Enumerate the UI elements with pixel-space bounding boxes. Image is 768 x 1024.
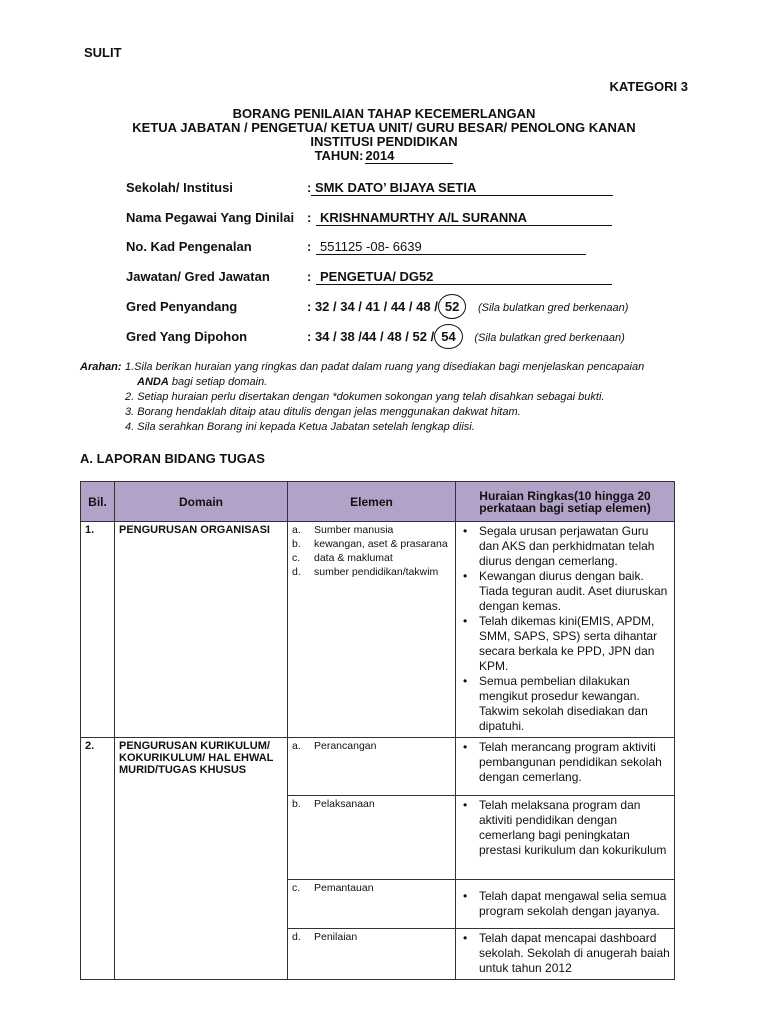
sulit-label: SULIT [84,45,122,60]
elemen-cell [288,738,456,796]
elemen-letter: a. [292,524,301,536]
elemen-letter: c. [292,882,301,894]
jawatan-value: PENGETUA/ DG52 [316,269,612,285]
laporan-table [80,481,675,980]
row-number: 2. [81,738,115,980]
jawatan-label: Jawatan/ Gred Jawatan [126,269,270,284]
instruction-3: 3. Borang hendaklah ditaip atau ditulis dengan jelas menggunakan dakwat hitam. [125,406,521,418]
elemen-text: data & maklumat [314,552,393,564]
elemen-cell [288,880,456,929]
tahun-label: TAHUN: [314,148,364,163]
elemen-item [292,798,451,810]
elemen-text: Perancangan [314,740,377,752]
elemen-item [292,538,451,550]
elemen-item [292,882,451,894]
elemen-text: kewangan, aset & prasarana [314,538,448,550]
huraian-cell [456,880,675,929]
huraian-item: • Telah dapat mencapai dashboard sekolah. Sekolah di anugerah baiah untuk tahun 2012 [460,931,670,976]
gred-dipohon-circled: 54 [434,324,462,349]
anda-text: ANDA [137,376,169,388]
colon: : [307,210,312,225]
elemen-text: Pemantauan [314,882,374,894]
tahun-value: 2014 [365,149,453,164]
elemen-cell [288,796,456,880]
header-elemen: Elemen [288,482,456,522]
instructions-lead: Arahan: [80,361,122,373]
elemen-item [292,524,451,536]
gred-penyandang-options: : 32 / 34 / 41 / 44 / 48 / 52 (Sila bulatkan gred berkenaan) [307,299,628,314]
kp-value: 551125 -08- 6639 [316,239,586,255]
elemen-item [292,931,451,943]
huraian-item: • Telah dikemas kini(EMIS, APDM, SMM, SAPS, SPS) serta dihantar secara berkala ke PPD, JPN dan KPM. [460,614,670,674]
table-row [81,522,675,738]
row-number: 1. [81,522,115,738]
title-line-2: KETUA JABATAN / PENGETUA/ KETUA UNIT/ GURU BESAR/ PENOLONG KANAN [132,120,636,135]
elemen-letter: c. [292,552,301,564]
huraian-cell [456,929,675,980]
gred-dipohon-options: : 34 / 38 /44 / 48 / 52 / 54 (Sila bulatkan gred berkenaan) [307,329,625,344]
title-line-1: BORANG PENILAIAN TAHAP KECEMERLANGAN [232,106,536,121]
elemen-text: sumber pendidikan/takwim [314,566,439,578]
huraian-cell [456,522,675,738]
gred-note: (Sila bulatkan gred berkenaan) [474,332,625,344]
huraian-item: • Kewangan diurus dengan baik. Tiada teguran audit. Aset diuruskan dengan kemas. [460,569,670,614]
huraian-cell [456,738,675,796]
huraian-item: • Segala urusan perjawatan Guru dan AKS dan perkhidmatan telah diurus dengan cemerlang. [460,524,670,569]
elemen-text: Penilaian [314,931,358,943]
elemen-letter: a. [292,740,301,752]
kategori-label: KATEGORI 3 [609,79,688,94]
instruction-1-rest: bagi setiap domain. [171,376,268,388]
huraian-item: • Telah dapat mengawal selia semua program sekolah dengan jayanya. [460,889,670,919]
gred-dipohon-label: Gred Yang Dipohon [126,329,248,344]
gred-penyandang-circled: 52 [438,294,466,319]
gred-dipohon-list: : 34 / 38 /44 / 48 / 52 [307,329,427,344]
header-huraian: Huraian Ringkas(10 hingga 20 perkataan bagi setiap elemen) [456,482,675,522]
instructions [80,360,700,435]
gred-penyandang-list: : 32 / 34 / 41 / 44 / 48 [307,299,431,314]
table-row [81,738,675,796]
elemen-text: Sumber manusia [314,524,394,536]
elemen-letter: d. [292,931,301,943]
sekolah-label: Sekolah/ Institusi [126,180,233,195]
section-a-heading: A. LAPORAN BIDANG TUGAS [80,451,265,466]
elemen-item [292,566,451,578]
nama-label: Nama Pegawai Yang Dinilai [126,210,295,225]
domain-cell: PENGURUSAN KURIKULUM/ KOKURIKULUM/ HAL EHWAL MURID/TUGAS KHUSUS [115,738,288,980]
sekolah-value: SMK DATO’ BIJAYA SETIA [311,180,613,196]
gred-penyandang-label: Gred Penyandang [126,299,238,314]
instruction-4: 4. Sila serahkan Borang ini kepada Ketua Jabatan setelah lengkap diisi. [125,421,475,433]
elemen-cell [288,522,456,738]
elemen-letter: b. [292,798,301,810]
elemen-cell [288,929,456,980]
elemen-text: Pelaksanaan [314,798,375,810]
huraian-item: • Semua pembelian dilakukan mengikut prosedur kewangan. Takwim sekolah disediakan dan dipatuhi. [460,674,670,734]
colon: : [307,269,312,284]
header-domain: Domain [115,482,288,522]
nama-value: KRISHNAMURTHY A/L SURANNA [316,210,612,226]
huraian-cell [456,796,675,880]
colon: : [307,180,312,195]
elemen-item [292,740,451,752]
elemen-item [292,552,451,564]
title-line-3: INSTITUSI PENDIDIKAN [310,134,458,149]
huraian-item: • Telah melaksana program dan aktiviti pendidikan dengan cemerlang bagi peningkatan prestasi kurikulum dan kokurikulum [460,798,670,858]
huraian-item: • Telah merancang program aktiviti pembangunan pendidikan sekolah dengan cemerlang. [460,740,670,785]
domain-cell: PENGURUSAN ORGANISASI [115,522,288,738]
elemen-letter: b. [292,538,301,550]
instruction-1: 1.Sila berikan huraian yang ringkas dan padat dalam ruang yang disediakan bagi menjelaskan pencapaian [125,361,645,373]
elemen-letter: d. [292,566,301,578]
instruction-1-cont [125,375,700,390]
colon: : [307,239,312,254]
table-header-row [81,482,675,522]
kp-label: No. Kad Pengenalan [126,239,252,254]
header-bil: Bil. [81,482,115,522]
gred-note: (Sila bulatkan gred berkenaan) [477,302,629,314]
tahun-line [0,149,768,164]
instruction-2: 2. Setiap huraian perlu disertakan dengan *dokumen sokongan yang telah disahkan sebagai bukti. [125,391,605,403]
form-title [0,107,768,164]
